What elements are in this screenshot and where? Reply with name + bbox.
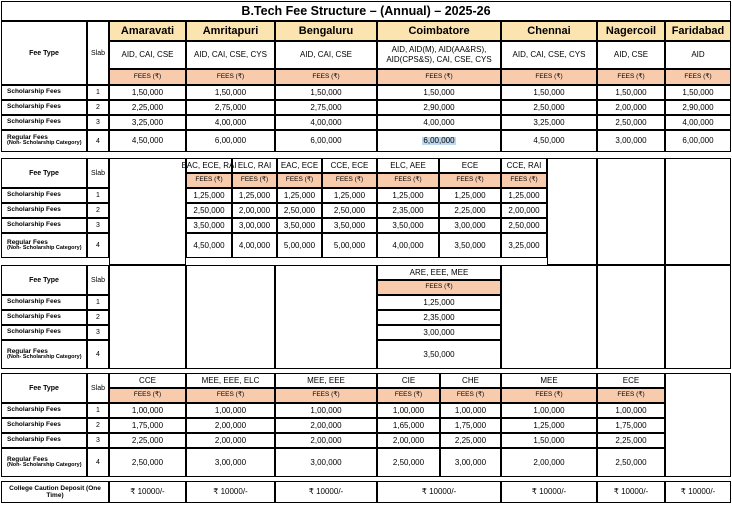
fee-value: 5,00,000 (322, 233, 377, 258)
program-list: CHE (440, 373, 501, 388)
program-list: EAC, ECE (277, 158, 322, 173)
fee-value (377, 115, 501, 130)
fee-value: 2,50,000 (277, 203, 322, 218)
fee-value: 1,00,000 (501, 403, 597, 418)
city-header-chennai: Chennai (501, 21, 597, 41)
fees-header: FEES (₹) (186, 69, 275, 85)
fee-value (186, 85, 275, 100)
s2-slab-number: 4 (87, 233, 109, 258)
program-list: AID, CAI, CSE, CYS (186, 41, 275, 69)
fee-value-text: 3,00,000 (615, 136, 647, 145)
caution-deposit-value: ₹ 10000/- (377, 481, 501, 503)
s1-fee-type-scholarship: Scholarship Fees (1, 115, 87, 130)
fee-type-header: Fee Type (1, 158, 87, 188)
fee-value (275, 130, 377, 152)
fee-value (665, 85, 731, 100)
fee-value-text: 6,00,000 (214, 136, 247, 145)
program-list: ARE, EEE, MEE (377, 265, 501, 280)
fee-value-text: 1,50,000 (214, 87, 247, 97)
s3-slab-number: 2 (87, 310, 109, 325)
fee-value-highlighted: 6,00,000 (423, 136, 455, 145)
caution-deposit-value: ₹ 10000/- (501, 481, 597, 503)
fees-header: FEES (₹) (109, 388, 186, 403)
s4-slab-number: 3 (87, 433, 109, 448)
fee-value: 2,35,000 (377, 310, 501, 325)
caution-deposit-value: ₹ 10000/- (665, 481, 731, 503)
fee-value-text: 2,00,000 (615, 102, 647, 112)
fee-value: 3,25,000 (501, 233, 547, 258)
fees-header: FEES (₹) (377, 69, 501, 85)
fee-value-text: 4,00,000 (423, 117, 455, 127)
fee-value-text: 3,25,000 (131, 117, 164, 127)
fee-value (501, 130, 597, 152)
s4-fee-type-scholarship: Scholarship Fees (1, 403, 87, 418)
fee-value: 2,00,000 (501, 203, 547, 218)
regular-fees-label: Regular Fees (7, 134, 48, 142)
program-list: ELC, RAI (232, 158, 277, 173)
fee-value: 2,25,000 (109, 433, 186, 448)
program-list: CCE, RAI (501, 158, 547, 173)
city-header-amritapuri: Amritapuri (186, 21, 275, 41)
fee-value: 3,00,000 (186, 448, 275, 477)
s1-fee-type-scholarship: Scholarship Fees (1, 85, 87, 100)
fee-value: 2,00,000 (232, 203, 277, 218)
fee-value-text: 4,00,000 (682, 117, 714, 127)
fee-value: 1,00,000 (377, 403, 440, 418)
page-title: B.Tech Fee Structure – (Annual) – 2025-26 (1, 1, 731, 21)
fee-value (665, 130, 731, 152)
fee-value: 1,25,000 (377, 188, 439, 203)
fee-value: 1,25,000 (501, 188, 547, 203)
fees-header: FEES (₹) (377, 280, 501, 295)
fee-value: 1,65,000 (377, 418, 440, 433)
fees-header: FEES (₹) (275, 388, 377, 403)
caution-deposit-label: College Caution Deposit (One Time) (1, 481, 109, 503)
fee-value: 2,50,000 (597, 448, 665, 477)
fee-value-text: 1,50,000 (310, 87, 342, 97)
fee-value: 2,35,000 (377, 203, 439, 218)
fee-value: 3,00,000 (377, 325, 501, 340)
s3-fee-type-regular (1, 340, 87, 369)
program-list: AID, CAI, CSE (275, 41, 377, 69)
fee-value: 4,00,000 (377, 233, 439, 258)
caution-deposit-value: ₹ 10000/- (186, 481, 275, 503)
s2-fee-type-scholarship: Scholarship Fees (1, 218, 87, 233)
regular-fees-sublabel: (Non- Scholarship Category) (7, 353, 82, 360)
fees-header: FEES (₹) (377, 173, 439, 188)
program-list: ECE (439, 158, 501, 173)
fee-value-text: 4,50,000 (131, 136, 164, 145)
fee-value: 3,00,000 (232, 218, 277, 233)
fee-value: 1,25,000 (232, 188, 277, 203)
regular-fees-label: Regular Fees (7, 455, 48, 463)
s1-fee-type-scholarship: Scholarship Fees (1, 100, 87, 115)
empty-cell (597, 158, 665, 265)
fee-type-header: Fee Type (1, 21, 87, 85)
caution-deposit-value: ₹ 10000/- (597, 481, 665, 503)
fee-value: 1,75,000 (440, 418, 501, 433)
fees-header: FEES (₹) (439, 173, 501, 188)
fee-value (665, 100, 731, 115)
fee-value (186, 130, 275, 152)
city-header-amaravati: Amaravati (109, 21, 186, 41)
program-list: ECE (597, 373, 665, 388)
empty-cell (665, 158, 731, 265)
program-list: MEE (501, 373, 597, 388)
fee-value (501, 85, 597, 100)
fee-value: 2,00,000 (275, 433, 377, 448)
fee-value-text: 1,50,000 (615, 87, 647, 97)
fee-value: 4,50,000 (186, 233, 232, 258)
empty-cell (109, 265, 186, 369)
fee-value: 4,00,000 (232, 233, 277, 258)
fee-value-text: 1,50,000 (682, 87, 714, 97)
fee-value: 2,50,000 (186, 203, 232, 218)
fee-value (275, 100, 377, 115)
s1-slab-number: 1 (87, 85, 109, 100)
program-list: CCE (109, 373, 186, 388)
fee-value: 2,25,000 (440, 433, 501, 448)
fee-value: 3,50,000 (439, 233, 501, 258)
fee-value (186, 115, 275, 130)
fee-value (597, 100, 665, 115)
fee-value: 2,00,000 (377, 433, 440, 448)
fee-value-text: 2,75,000 (214, 102, 247, 112)
fees-header: FEES (₹) (440, 388, 501, 403)
program-list: CCE, ECE (322, 158, 377, 173)
s3-slab-number: 3 (87, 325, 109, 340)
fee-value-text: 2,25,000 (131, 102, 164, 112)
fee-value: 1,00,000 (109, 403, 186, 418)
program-list: AID, CAI, CSE, CYS (501, 41, 597, 69)
s1-slab-number: 3 (87, 115, 109, 130)
program-list: AID, AID(M), AID(AA&RS), AID(CPS&S), CAI, CSE, CYS (377, 41, 501, 69)
fee-value (109, 85, 186, 100)
program-list: ELC, AEE (377, 158, 439, 173)
fee-type-header: Fee Type (1, 373, 87, 403)
fee-value: 1,75,000 (597, 418, 665, 433)
fee-value: 3,50,000 (322, 218, 377, 233)
fee-value-text: 6,00,000 (682, 136, 714, 145)
empty-cell (186, 265, 275, 369)
fee-value: 2,00,000 (275, 418, 377, 433)
s2-fee-type-regular (1, 233, 87, 258)
city-header-bengaluru: Bengaluru (275, 21, 377, 41)
s2-slab-number: 3 (87, 218, 109, 233)
regular-fees-label: Regular Fees (7, 238, 48, 246)
fee-value-text: 1,50,000 (423, 87, 455, 97)
empty-cell (665, 265, 731, 369)
empty-cell (501, 265, 597, 369)
fee-value-text: 2,50,000 (615, 117, 647, 127)
slab-header: Slab (87, 21, 109, 85)
slab-header: Slab (87, 265, 109, 295)
fee-value: 1,25,000 (501, 418, 597, 433)
s4-fee-type-scholarship: Scholarship Fees (1, 433, 87, 448)
program-list: AID, CAI, CSE (109, 41, 186, 69)
fee-value: 2,25,000 (439, 203, 501, 218)
s2-slab-number: 2 (87, 203, 109, 218)
fee-value-text: 2,90,000 (682, 102, 714, 112)
fees-header: FEES (₹) (232, 173, 277, 188)
fees-header: FEES (₹) (501, 388, 597, 403)
fee-value (377, 100, 501, 115)
fees-header: FEES (₹) (501, 173, 547, 188)
fee-value (597, 85, 665, 100)
s2-slab-number: 1 (87, 188, 109, 203)
city-header-coimbatore: Coimbatore (377, 21, 501, 41)
regular-fees-sublabel: (Non- Scholarship Category) (7, 461, 82, 468)
regular-fees-sublabel: (Non- Scholarship Category) (7, 244, 82, 251)
empty-cell (109, 158, 186, 265)
fee-value: 2,50,000 (377, 448, 440, 477)
fee-value: 1,00,000 (275, 403, 377, 418)
program-list: AID (665, 41, 731, 69)
program-list: EAC, ECE, RAI (186, 158, 232, 173)
fee-value-text: 2,75,000 (310, 102, 342, 112)
fee-value-text: 4,00,000 (214, 117, 247, 127)
s3-slab-number: 4 (87, 340, 109, 369)
fee-value: 1,50,000 (501, 433, 597, 448)
fee-value: 2,50,000 (322, 203, 377, 218)
s3-fee-type-scholarship: Scholarship Fees (1, 310, 87, 325)
program-list: MEE, EEE, ELC (186, 373, 275, 388)
s1-fee-type-regular (1, 130, 87, 152)
empty-cell (665, 373, 731, 477)
fee-value (186, 100, 275, 115)
fee-value: 1,25,000 (186, 188, 232, 203)
fee-value (275, 115, 377, 130)
fee-value: 1,25,000 (277, 188, 322, 203)
fee-value: 1,25,000 (322, 188, 377, 203)
fee-value: 3,50,000 (186, 218, 232, 233)
fee-value: 3,00,000 (440, 448, 501, 477)
fee-value: 2,50,000 (109, 448, 186, 477)
program-list: AID, CSE (597, 41, 665, 69)
fees-header: FEES (₹) (501, 69, 597, 85)
fee-value: 3,50,000 (377, 218, 439, 233)
fees-header: FEES (₹) (109, 69, 186, 85)
fee-value (275, 85, 377, 100)
s1-slab-number: 4 (87, 130, 109, 152)
fee-value: 2,00,000 (186, 433, 275, 448)
fees-header: FEES (₹) (597, 69, 665, 85)
fee-value: 1,00,000 (186, 403, 275, 418)
fees-header: FEES (₹) (186, 173, 232, 188)
s4-slab-number: 2 (87, 418, 109, 433)
fee-value: 1,75,000 (109, 418, 186, 433)
fee-value: 2,00,000 (501, 448, 597, 477)
fees-header: FEES (₹) (665, 69, 731, 85)
fee-value (501, 115, 597, 130)
fee-value (109, 100, 186, 115)
fee-value: 1,25,000 (377, 295, 501, 310)
empty-cell (597, 265, 665, 369)
empty-cell (275, 265, 377, 369)
s1-slab-number: 2 (87, 100, 109, 115)
fee-value-text: 1,50,000 (131, 87, 164, 97)
fee-value (109, 130, 186, 152)
city-header-faridabad: Faridabad (665, 21, 731, 41)
fee-value-text: 1,50,000 (533, 87, 565, 97)
s3-fee-type-scholarship: Scholarship Fees (1, 325, 87, 340)
s4-fee-type-scholarship: Scholarship Fees (1, 418, 87, 433)
fee-value (597, 130, 665, 152)
fee-value: 5,00,000 (277, 233, 322, 258)
fee-value: 3,50,000 (377, 340, 501, 369)
city-header-nagercoil: Nagercoil (597, 21, 665, 41)
program-list: MEE, EEE (275, 373, 377, 388)
fee-value (665, 115, 731, 130)
fee-value (501, 100, 597, 115)
fee-value: 2,50,000 (501, 218, 547, 233)
caution-deposit-value: ₹ 10000/- (275, 481, 377, 503)
fees-header: FEES (₹) (377, 388, 440, 403)
slab-header: Slab (87, 373, 109, 403)
fee-type-header: Fee Type (1, 265, 87, 295)
s3-fee-type-scholarship: Scholarship Fees (1, 295, 87, 310)
fee-value (597, 115, 665, 130)
fee-value: 3,50,000 (277, 218, 322, 233)
regular-fees-label: Regular Fees (7, 347, 48, 355)
fee-value: 2,25,000 (597, 433, 665, 448)
fee-value-text: 4,50,000 (533, 136, 565, 145)
slab-header: Slab (87, 158, 109, 188)
fees-header: FEES (₹) (186, 388, 275, 403)
empty-cell (547, 158, 597, 265)
fee-structure-sheet (1, 1, 731, 504)
fees-header: FEES (₹) (277, 173, 322, 188)
s2-fee-type-scholarship: Scholarship Fees (1, 188, 87, 203)
fee-value: 1,00,000 (440, 403, 501, 418)
fee-value: 3,00,000 (439, 218, 501, 233)
fees-header: FEES (₹) (322, 173, 377, 188)
caution-deposit-value: ₹ 10000/- (109, 481, 186, 503)
fees-header: FEES (₹) (597, 388, 665, 403)
s3-slab-number: 1 (87, 295, 109, 310)
fee-value: 1,25,000 (439, 188, 501, 203)
fee-value (377, 85, 501, 100)
fee-value-text: 6,00,000 (310, 136, 342, 145)
fee-value: 3,00,000 (275, 448, 377, 477)
fee-value-text: 3,25,000 (533, 117, 565, 127)
regular-fees-sublabel: (Non- Scholarship Category) (7, 140, 82, 147)
s4-fee-type-regular (1, 448, 87, 477)
s2-fee-type-scholarship: Scholarship Fees (1, 203, 87, 218)
fee-value (377, 130, 501, 152)
fee-value: 2,00,000 (186, 418, 275, 433)
program-list: CIE (377, 373, 440, 388)
s4-slab-number: 4 (87, 448, 109, 477)
fee-value-text: 2,50,000 (533, 102, 565, 112)
fee-value (109, 115, 186, 130)
fee-value-text: 2,90,000 (423, 102, 455, 112)
s4-slab-number: 1 (87, 403, 109, 418)
fee-value: 1,00,000 (597, 403, 665, 418)
fees-header: FEES (₹) (275, 69, 377, 85)
fee-value-text: 4,00,000 (310, 117, 342, 127)
